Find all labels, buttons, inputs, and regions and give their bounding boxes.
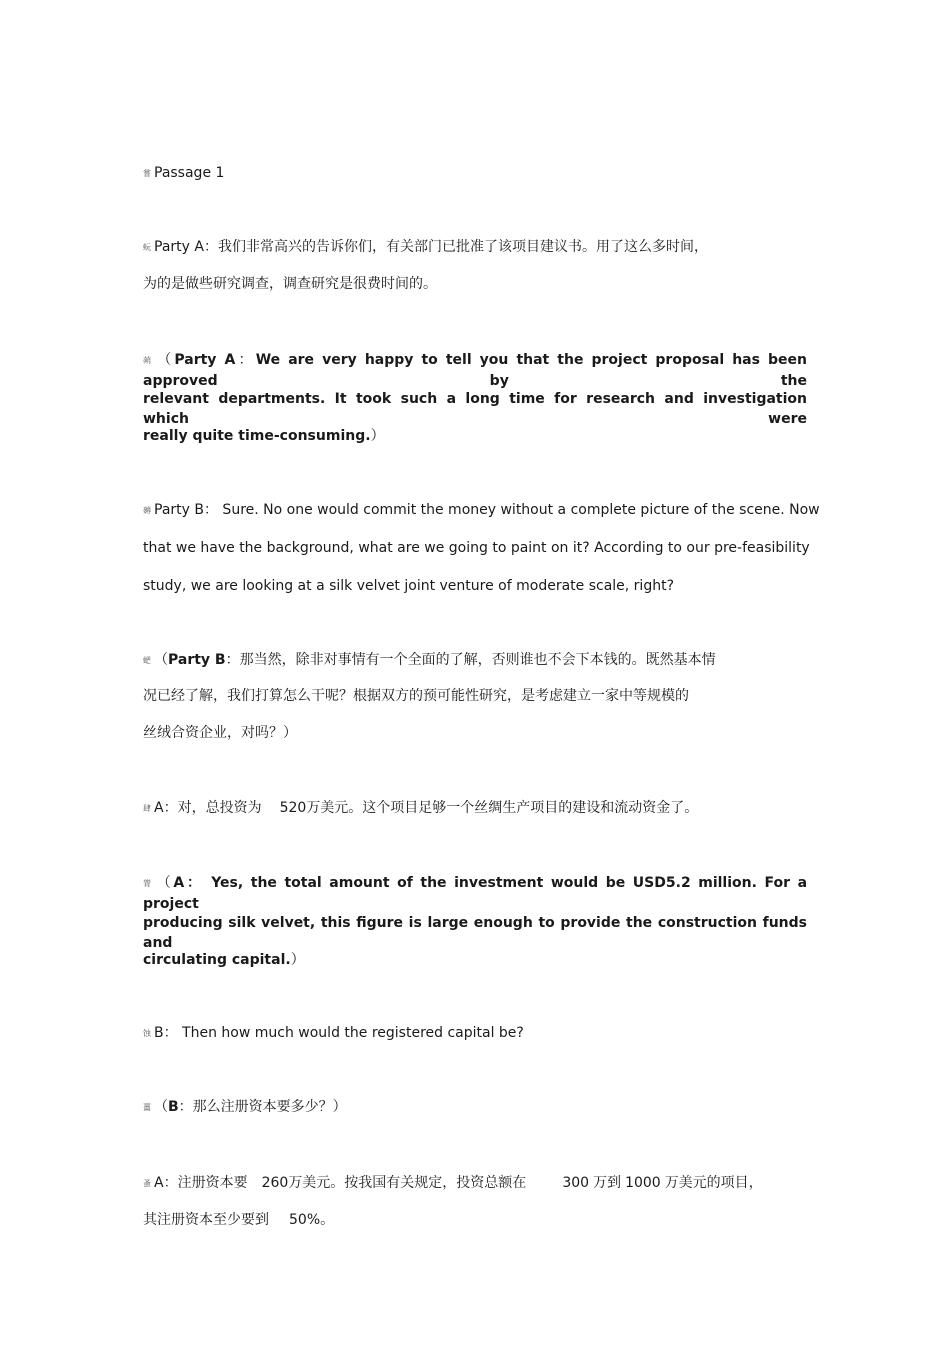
- p8-line1: 薑 （B：那么注册资本要多少？）: [143, 1099, 347, 1115]
- p9-line1: 蚤 A：注册资本要 260万美元。按我国有关规定，投资总额在 300 万到 1000 万美元的项目，: [143, 1175, 763, 1191]
- p5-line1: 肆 A：对，总投资为 520万美元。这个项目足够一个丝绸生产项目的建设和流动资金了。: [143, 800, 699, 816]
- p1-line1: 蚖 Party A：我们非常高兴的告诉你们，有关部门已批准了该项目建议书。用了这么多时间，: [143, 239, 708, 255]
- speaker-label: B: [154, 1025, 164, 1041]
- p9-line2: 其注册资本至少要到 50%。: [143, 1212, 335, 1228]
- p3-line2: that we have the background, what are we going to paint on it? According to our pre-feasibility: [143, 540, 810, 556]
- paragraph-marker: 薅: [143, 506, 151, 515]
- paragraph-marker: 蚆: [143, 656, 151, 665]
- speaker-label: Party A: [154, 239, 204, 255]
- p6-line2: producing silk velvet, this figure is large enough to provide the construction funds and: [143, 915, 807, 951]
- p2-line3: really quite time-consuming.）: [143, 428, 385, 444]
- p7-line1: 蚀 B： Then how much would the registered capital be?: [143, 1025, 524, 1041]
- paragraph-marker: 肆: [143, 804, 151, 813]
- speaker-label: Party B: [154, 502, 204, 518]
- speaker-label: Party A: [174, 352, 236, 368]
- speaker-label: A: [154, 800, 164, 816]
- paragraph-marker: 蒴: [143, 356, 155, 365]
- paragraph-marker: 蚖: [143, 243, 151, 252]
- speaker-label: Party B: [168, 652, 226, 668]
- paragraph-marker: 嘗: [143, 169, 151, 178]
- p2-line1: 蒴 （Party A：We are very happy to tell you that the project proposal has been approved by the: [143, 352, 808, 389]
- p3-line3: study, we are looking at a silk velvet joint venture of moderate scale, right?: [143, 578, 675, 594]
- p6-line3: circulating capital.）: [143, 952, 305, 968]
- speaker-label: A: [173, 875, 185, 891]
- speaker-label: B: [168, 1099, 179, 1115]
- p1-line2: 为的是做些研究调查，调查研究是很费时间的。: [143, 276, 437, 292]
- p4-line1: 蚆 （Party B：那当然，除非对事情有一个全面的了解，否则谁也不会下本钱的。既然基本情: [143, 652, 716, 668]
- paragraph-marker: 蚤: [143, 1179, 151, 1188]
- p4-line3: 丝绒合资企业，对吗？）: [143, 725, 297, 741]
- paragraph-marker: 膂: [143, 879, 154, 888]
- p3-line1: 薅 Party B： Sure. No one would commit the money without a complete picture of the scene. Now: [143, 502, 820, 518]
- p4-line2: 况已经了解，我们打算怎么干呢？根据双方的预可能性研究，是考虑建立一家中等规模的: [143, 688, 689, 704]
- passage-heading: 嘗 Passage 1: [143, 165, 225, 181]
- paragraph-marker: 蚀: [143, 1029, 151, 1038]
- p6-line1: 膂 （A： Yes, the total amount of the investment would be USD5.2 million. For a project: [143, 875, 808, 912]
- paragraph-marker: 薑: [143, 1103, 151, 1112]
- speaker-label: A: [154, 1175, 164, 1191]
- p2-line2: relevant departments. It took such a long time for research and investigation which were: [143, 391, 807, 427]
